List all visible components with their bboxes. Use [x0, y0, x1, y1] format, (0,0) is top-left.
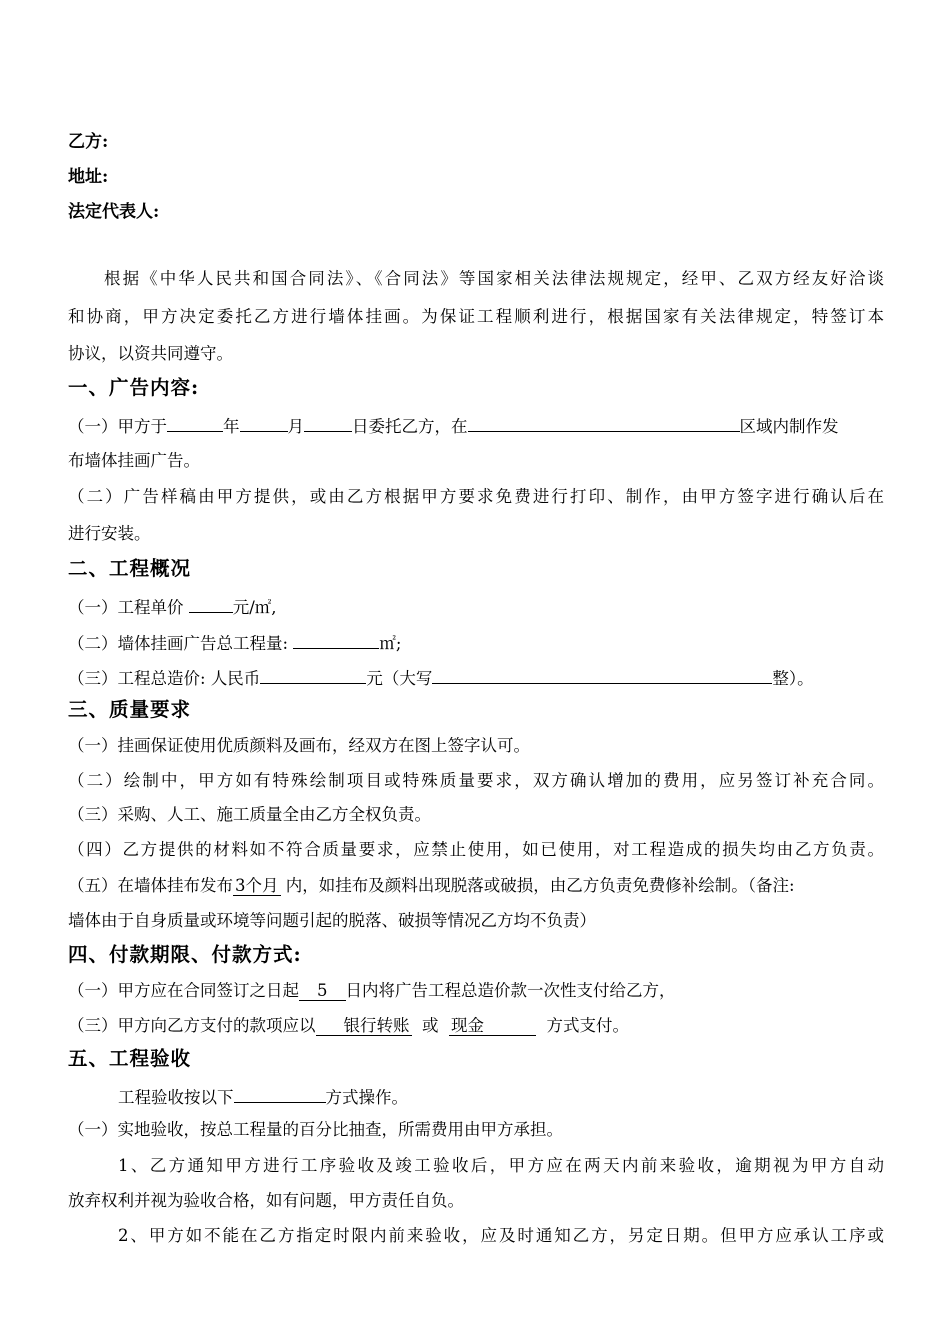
- blank-month: [240, 413, 288, 432]
- s3-item-1: （一）挂画保证使用优质颜料及画布，经双方在图上签字认可。: [68, 736, 530, 755]
- blank-total-price: [260, 665, 366, 684]
- s1-item-1: [68, 413, 884, 438]
- s5-item-1: （一）实地验收，按总工程量的百分比抽查，所需费用由甲方承担。: [68, 1120, 563, 1139]
- s1-region-label: 区域内制作发: [739, 417, 839, 436]
- blank-region: [468, 413, 740, 432]
- s4-item-3-text-b: 方式支付。: [546, 1016, 629, 1035]
- s2-item-1-text-a: （一）工程单价: [68, 598, 184, 617]
- s4-days-value: 5: [299, 981, 346, 1001]
- s1-item-2-line-1: （二）广告样稿由甲方提供，或由乙方根据甲方要求免费进行打印、制作，由甲方签字进行确认后在: [68, 487, 884, 506]
- s5-intro: [118, 1084, 884, 1109]
- s3-item-2: （二）绘制中，甲方如有特殊绘制项目或特殊质量要求，双方确认增加的费用，应另签订补充合同。: [68, 771, 884, 790]
- s4-method-bank-transfer: 银行转账: [316, 1016, 412, 1036]
- preamble-line-1: 根据《中华人民共和国合同法》、《合同法》等国家相关法律法规规定，经甲、乙双方经友好洽谈: [104, 269, 884, 288]
- s5-intro-text-b: 方式操作。: [325, 1088, 408, 1107]
- s1-item-1-text-a: （一）甲方于: [68, 417, 167, 436]
- s1-year-label: 年: [223, 417, 240, 436]
- blank-unit-price: [189, 594, 233, 613]
- s2-item-1-text-b: 元/㎡,: [232, 598, 277, 617]
- address-label: 地址:: [68, 167, 109, 187]
- s1-day-label: 日委托乙方，在: [352, 417, 468, 436]
- s3-item-5: [68, 875, 884, 897]
- s3-item-5-line-2: 墙体由于自身质量或环境等问题引起的脱落、破损等情况乙方均不负责）: [68, 911, 596, 930]
- blank-price-in-words: [432, 665, 772, 684]
- s2-item-3-text-c: 整）。: [772, 669, 814, 688]
- s4-item-3: [68, 1015, 884, 1037]
- blank-year: [167, 413, 223, 432]
- s4-or-label: 或: [422, 1016, 439, 1035]
- section-4-title: 四、付款期限、付款方式:: [68, 943, 302, 966]
- s5-para-2-line-1: 2、甲方如不能在乙方指定时限内前来验收，应及时通知乙方，另定日期。但甲方应承认工序或: [118, 1226, 884, 1245]
- s2-item-1: [68, 594, 884, 619]
- s4-item-3-text-a: （三）甲方向乙方支付的款项应以: [68, 1016, 316, 1035]
- preamble-line-2: 和协商，甲方决定委托乙方进行墙体挂画。为保证工程顺利进行，根据国家有关法律规定，特签订本: [68, 307, 884, 326]
- s5-para-1-line-2: 放弃权利并视为验收合格，如有问题，甲方责任自负。: [68, 1191, 464, 1210]
- section-5-title: 五、工程验收: [68, 1047, 192, 1070]
- s1-item-2-line-2: 进行安装。: [68, 524, 151, 543]
- s2-item-3-text-a: （三）工程总造价: 人民币: [68, 669, 261, 688]
- s3-item-3: （三）采购、人工、施工质量全由乙方全权负责。: [68, 805, 431, 824]
- s5-intro-text-a: 工程验收按以下: [118, 1088, 234, 1107]
- s2-item-2-text-a: （二）墙体挂画广告总工程量:: [68, 634, 289, 653]
- section-2-title: 二、工程概况: [68, 557, 192, 580]
- party-b-label: 乙方:: [68, 132, 109, 152]
- blank-acceptance-method: [234, 1084, 326, 1103]
- preamble-line-3: 协议，以资共同遵守。: [68, 344, 233, 363]
- s2-item-2-text-b: ㎡;: [379, 634, 402, 653]
- s4-method-cash: 现金: [449, 1016, 536, 1036]
- section-3-title: 三、质量要求: [68, 698, 192, 721]
- blank-total-area: [293, 630, 379, 649]
- s2-item-3: [68, 665, 884, 690]
- s1-month-label: 月: [287, 417, 304, 436]
- section-1-title: 一、广告内容:: [68, 376, 200, 399]
- s4-item-1: [68, 980, 884, 1002]
- s4-item-1-text-b: 日内将广告工程总造价款一次性支付给乙方，: [345, 981, 676, 1000]
- s3-item-5-text-b: 内，如挂布及颜料出现脱落或破损，由乙方负责免费修补绘制。（备注:: [285, 876, 795, 895]
- s3-item-5-text-a: （五）在墙体挂布发布: [68, 876, 233, 895]
- s2-item-2: [68, 630, 884, 655]
- s3-item-4: （四）乙方提供的材料如不符合质量要求，应禁止使用，如已使用，对工程造成的损失均由乙方负责。: [68, 840, 884, 859]
- s3-period-value: 3个月: [235, 876, 279, 895]
- s2-item-3-text-b: 元（大写: [366, 669, 433, 688]
- s4-item-1-text-a: （一）甲方应在合同签订之日起: [68, 981, 299, 1000]
- s5-para-1-line-1: 1、乙方通知甲方进行工序验收及竣工验收后，甲方应在两天内前来验收，逾期视为甲方自动: [118, 1156, 884, 1175]
- s1-item-1-line-2: 布墙体挂画广告。: [68, 451, 200, 470]
- blank-day: [304, 413, 352, 432]
- legal-representative-label: 法定代表人:: [68, 202, 160, 222]
